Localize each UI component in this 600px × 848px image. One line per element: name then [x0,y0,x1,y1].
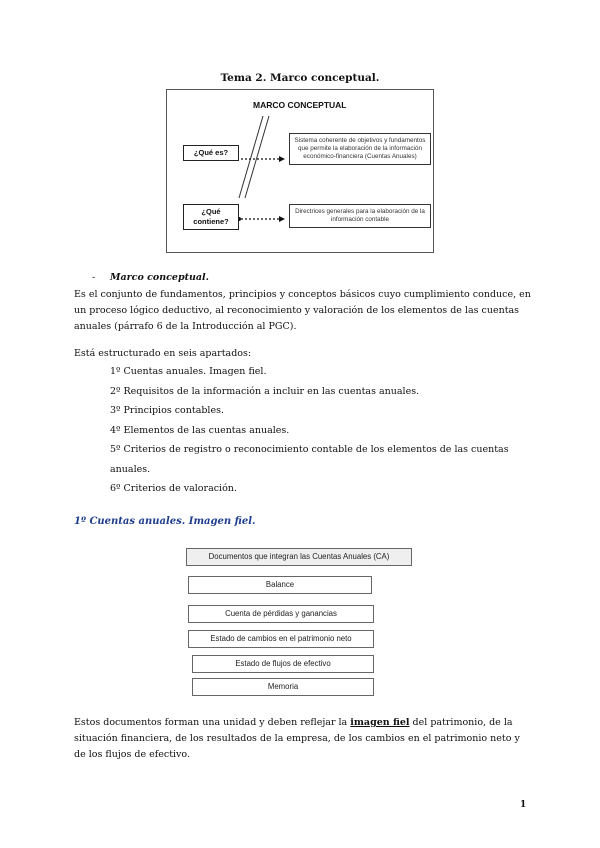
arrow-head-2 [279,216,285,222]
question-what-is: ¿Qué es? [183,145,239,161]
section-heading: 1º Cuentas anuales. Imagen fiel. [74,516,256,527]
diagonal-line-1 [239,116,263,198]
page-title: Tema 2. Marco conceptual. [220,72,380,84]
ca-item: Memoria [192,678,374,696]
list-item: 5º Criterios de registro o reconocimiento contable de los elementos de las cuentas anuales. [110,444,509,475]
page-number: 1 [520,800,527,810]
list-item: 6º Criterios de valoración. [110,483,237,494]
answer-what-is: Sistema coherente de objetivos y fundamentos que permite la elaboración de la información económico-financiera (Cuentas Anuales) [289,133,431,165]
ca-header: Documentos que integran las Cuentas Anuales (CA) [186,548,412,566]
list-item: 4º Elementos de las cuentas anuales. [110,424,290,436]
ca-item: Cuenta de pérdidas y ganancias [188,605,374,623]
closing-text-after: del patrimonio, de la situación financiera, de los resultados de la empresa, de los cambios en el patrimonio neto y de los flujos de efectivo. [74,717,520,760]
ca-item: Estado de flujos de efectivo [192,655,374,673]
list-item: 1º Cuentas anuales. Imagen fiel. [110,366,267,377]
question-what-contains: ¿Qué contiene? [183,204,239,230]
annual-accounts-diagram [186,548,412,696]
marco-conceptual-diagram [166,89,434,253]
answer-what-contains: Directrices generales para la elaboración de la información contable [289,204,431,228]
diagonal-line-2 [245,116,269,198]
bullet-dash: - [92,272,96,283]
imagen-fiel-highlight: imagen fiel [350,717,410,728]
closing-paragraph [74,715,534,763]
arrow-head-1 [279,156,285,162]
list-item: 2º Requisitos de la información a incluir en las cuentas anuales. [110,385,420,397]
bullet-heading: Marco conceptual. [110,272,209,283]
list-item: 3º Principios contables. [110,405,224,416]
ca-item: Balance [188,576,372,594]
ca-item: Estado de cambios en el patrimonio neto [188,630,374,648]
structure-intro: Está estructurado en seis apartados: [74,348,252,359]
diagram-header: MARCO CONCEPTUAL [253,100,347,110]
closing-text-before: Estos documentos forman una unidad y deben reflejar la [74,717,351,728]
sections-list [110,362,530,499]
definition-paragraph: Es el conjunto de fundamentos, principios y conceptos básicos cuyo cumplimiento conduce, en un proceso lógico deductivo, al reconocimiento y valoración de los elementos de las cuentas anuales (párrafo 6 de la Introducción al PGC). [74,289,531,332]
